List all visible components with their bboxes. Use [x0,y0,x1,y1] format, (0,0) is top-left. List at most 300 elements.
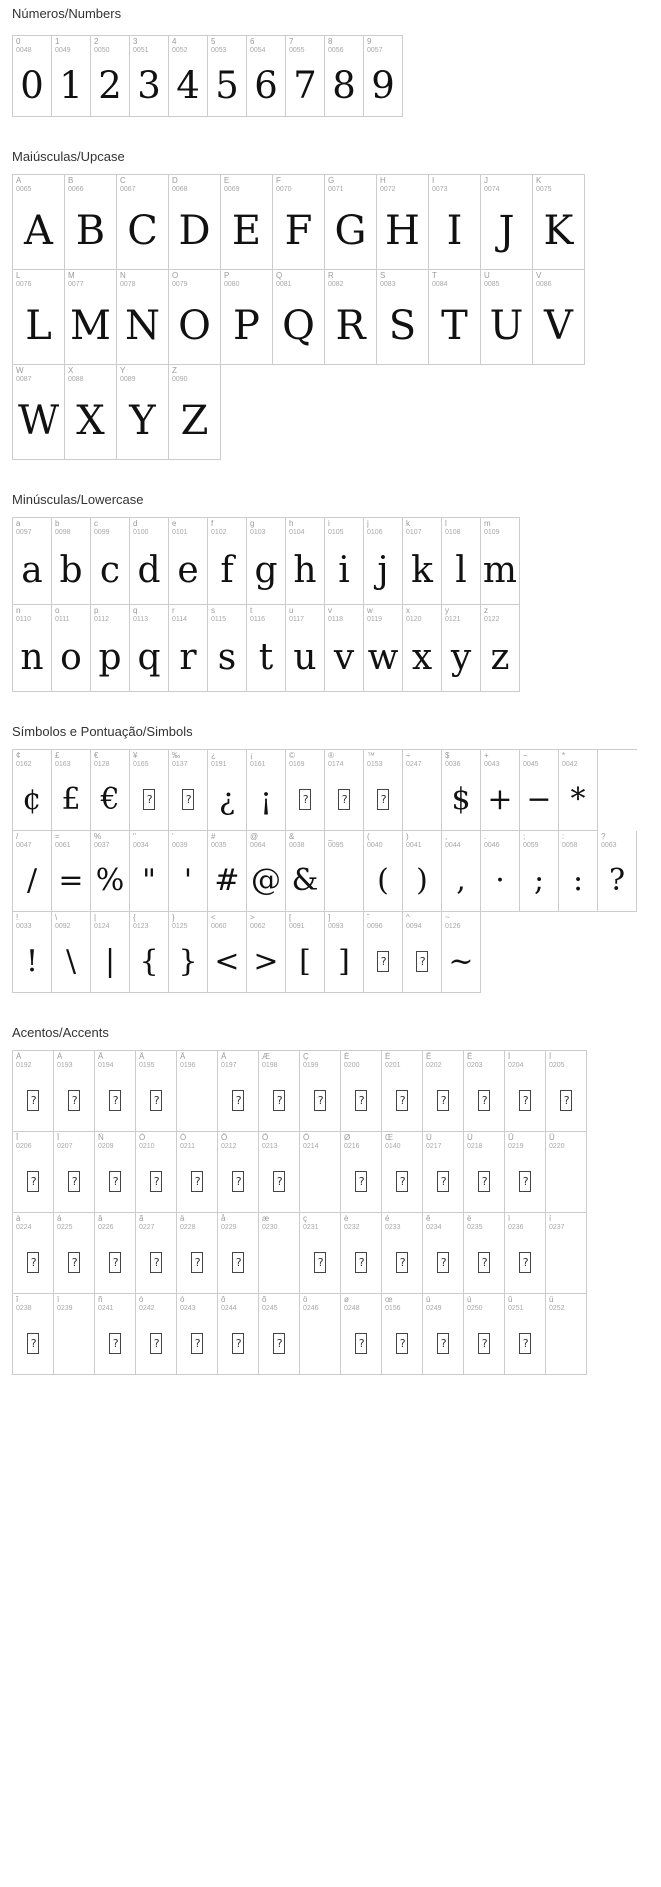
glyph-cell[interactable] [130,605,169,692]
glyph-cell[interactable] [259,1132,300,1213]
glyph-preview [169,768,207,830]
glyph-cell[interactable] [533,175,585,270]
glyph-cell[interactable] [442,912,481,993]
glyph-cell-header [520,750,558,768]
glyph-char-name: D [172,176,178,185]
glyph-cell[interactable] [403,831,442,912]
glyph-cell-header [177,1132,217,1150]
glyph-cell[interactable] [559,750,598,831]
glyph-cell[interactable] [177,1132,218,1213]
glyph-cell[interactable] [403,605,442,692]
glyph-cell[interactable] [52,831,91,912]
glyph-cell[interactable] [382,1294,423,1375]
glyph-cell[interactable] [13,1132,54,1213]
glyph-cell[interactable] [247,36,286,117]
glyph-cell[interactable] [54,1294,95,1375]
glyph-cell[interactable] [481,831,520,912]
glyph-cell[interactable] [208,605,247,692]
glyph-preview: m [482,549,518,591]
glyph-cell[interactable] [403,912,442,993]
glyph-cell[interactable] [136,1213,177,1294]
glyph-cell[interactable] [286,36,325,117]
glyph-cell[interactable] [286,912,325,993]
glyph-char-code: 0064 [250,842,266,849]
glyph-cell-header [117,175,168,193]
glyph-char-name: $ [445,751,450,760]
glyph-preview: ) [416,862,428,898]
glyph-char-code: 0081 [276,281,292,288]
glyph-cell[interactable] [505,1051,546,1132]
glyph-cell-header [273,175,324,193]
glyph-cell[interactable] [382,1132,423,1213]
glyph-cell[interactable] [91,518,130,605]
glyph-cell[interactable] [442,605,481,692]
glyph-cell[interactable] [442,518,481,605]
glyph-char-code: 0125 [172,923,188,930]
glyph-cell[interactable] [136,1051,177,1132]
glyph-char-code: 0247 [406,761,422,768]
glyph-char-name: ® [328,751,334,760]
glyph-cell[interactable] [259,1294,300,1375]
glyph-char-code: 0206 [16,1143,32,1150]
glyph-cell[interactable] [221,270,273,365]
glyph-cell[interactable] [464,1213,505,1294]
glyph-preview [341,1069,381,1131]
glyph-cell[interactable] [169,36,208,117]
glyph-cell[interactable] [286,750,325,831]
glyph-cell[interactable] [95,1051,136,1132]
glyph-cell[interactable] [218,1294,259,1375]
glyph-cell[interactable] [481,270,533,365]
glyph-cell[interactable] [130,518,169,605]
glyph-row [13,175,585,270]
glyph-cell[interactable] [382,1051,423,1132]
glyph-cell[interactable] [54,1051,95,1132]
glyph-char-name: ¢ [16,751,21,760]
glyph-preview: > [253,943,279,979]
glyph-char-code: 0041 [406,842,422,849]
glyph-cell[interactable] [221,175,273,270]
glyph-cell-header [481,831,519,849]
glyph-cell[interactable] [598,831,637,912]
glyph-cell[interactable] [169,750,208,831]
glyph-cell[interactable] [208,36,247,117]
glyph-char-code: 0056 [328,47,344,54]
glyph-char-code: 0111 [55,616,70,623]
glyph-cell-header [325,750,363,768]
glyph-cell[interactable] [364,750,403,831]
glyph-char-name: x [406,606,410,615]
glyph-cell[interactable] [208,912,247,993]
glyph-cell[interactable] [169,175,221,270]
glyph-cell[interactable] [208,750,247,831]
glyph-cell[interactable] [300,1132,341,1213]
glyph-cell[interactable] [95,1132,136,1213]
glyph-cell[interactable] [136,1294,177,1375]
glyph-cell[interactable] [286,518,325,605]
glyph-cell[interactable] [546,1051,587,1132]
glyph-cell[interactable] [259,1051,300,1132]
glyph-cell[interactable] [169,605,208,692]
glyph-cell[interactable] [325,518,364,605]
glyph-cell-header [13,175,64,193]
glyph-cell[interactable] [442,831,481,912]
glyph-cell[interactable] [117,270,169,365]
glyph-cell[interactable] [273,175,325,270]
glyph-cell-header [364,518,402,536]
glyph-cell[interactable] [91,750,130,831]
glyph-cell[interactable] [442,750,481,831]
glyph-cell[interactable] [218,1132,259,1213]
glyph-cell[interactable] [533,270,585,365]
glyph-preview: Z [180,398,209,444]
glyph-cell[interactable] [95,1294,136,1375]
notdef-box-icon [299,789,311,810]
glyph-cell[interactable] [325,175,377,270]
glyph-preview: h [293,549,317,591]
glyph-cell[interactable] [273,270,325,365]
glyph-cell[interactable] [286,605,325,692]
glyph-cell-header [273,270,324,288]
glyph-cell[interactable] [91,605,130,692]
glyph-cell[interactable] [13,1213,54,1294]
glyph-char-code: 0198 [262,1062,278,1069]
glyph-cell[interactable] [364,518,403,605]
glyph-cell[interactable] [91,831,130,912]
glyph-cell-header [364,36,402,54]
glyph-char-name: ˘ [367,913,370,922]
glyph-cell[interactable] [54,1132,95,1213]
glyph-char-name: S [380,271,386,280]
glyph-cell-header [300,1213,340,1231]
glyph-char-name: W [16,366,24,375]
glyph-char-code: 0073 [432,186,448,193]
glyph-cell-header [177,1294,217,1312]
glyph-cell[interactable] [559,831,598,912]
glyph-cell[interactable] [13,912,52,993]
glyph-cell[interactable] [177,1294,218,1375]
glyph-cell[interactable] [423,1132,464,1213]
glyph-cell[interactable] [247,605,286,692]
glyph-cell[interactable] [481,175,533,270]
glyph-char-name: o [55,606,60,615]
glyph-char-name: X [68,366,74,375]
glyph-preview [130,768,168,830]
glyph-char-code: 0071 [328,186,344,193]
glyph-char-code: 0102 [211,529,227,536]
glyph-cell[interactable] [247,750,286,831]
glyph-cell[interactable] [91,36,130,117]
glyph-cell-header [52,831,90,849]
glyph-cell[interactable] [169,270,221,365]
glyph-cell[interactable] [208,831,247,912]
glyph-preview [136,1231,176,1293]
notdef-box-icon [27,1333,39,1354]
glyph-char-name: / [16,832,19,841]
glyph-cell[interactable] [218,1051,259,1132]
glyph-cell[interactable] [52,36,91,117]
glyph-cell[interactable] [52,912,91,993]
glyph-cell-header [259,1294,299,1312]
glyph-char-code: 0098 [55,529,71,536]
glyph-cell[interactable] [169,912,208,993]
glyph-preview [259,1312,299,1374]
glyph-char-name: û [508,1295,513,1304]
glyph-cell[interactable] [325,605,364,692]
glyph-preview: l [455,549,467,591]
glyph-cell[interactable] [65,270,117,365]
glyph-cell[interactable] [382,1213,423,1294]
glyph-char-name: 0 [16,37,21,46]
glyph-cell-header [169,912,207,930]
glyph-char-name: a [16,519,21,528]
glyph-cell[interactable] [423,1294,464,1375]
glyph-cell[interactable] [403,750,442,831]
notdef-box-icon [27,1252,39,1273]
glyph-cell-header [247,605,285,623]
glyph-cell[interactable] [208,518,247,605]
glyph-cell[interactable] [364,831,403,912]
glyph-char-code: 0194 [98,1062,114,1069]
glyph-char-code: 0066 [68,186,84,193]
glyph-char-code: 0204 [508,1062,524,1069]
glyph-cell[interactable] [520,831,559,912]
glyph-cell-header [325,175,376,193]
glyph-preview [341,1150,381,1212]
glyph-cell[interactable] [481,750,520,831]
glyph-preview: · [495,862,505,898]
glyph-char-code: 0169 [289,761,305,768]
glyph-cell[interactable] [341,1294,382,1375]
glyph-cell-header [218,1051,258,1069]
glyph-cell[interactable] [546,1213,587,1294]
glyph-cell-header [382,1051,422,1069]
glyph-row [13,1213,587,1294]
glyph-cell[interactable] [177,1213,218,1294]
glyph-cell[interactable] [505,1132,546,1213]
glyph-cell-header [65,365,116,383]
glyph-preview [13,1150,53,1212]
glyph-preview [505,1150,545,1212]
glyph-char-name: Ú [467,1133,473,1142]
glyph-cell[interactable] [546,1132,587,1213]
glyph-cell[interactable] [325,750,364,831]
glyph-char-name: ë [467,1214,472,1223]
glyph-cell[interactable] [481,518,520,605]
glyph-cell[interactable] [13,365,65,460]
glyph-preview: t [258,636,274,678]
glyph-cell[interactable] [130,912,169,993]
glyph-cell[interactable] [54,1213,95,1294]
glyph-cell-header [325,36,363,54]
glyph-cell-header [247,831,285,849]
glyph-char-name: æ [262,1214,270,1223]
glyph-cell[interactable] [95,1213,136,1294]
glyph-cell-header [403,750,441,768]
glyph-char-code: 0112 [94,616,110,623]
glyph-cell[interactable] [520,750,559,831]
glyph-char-name: q [133,606,138,615]
glyph-cell[interactable] [505,1213,546,1294]
glyph-cell[interactable] [13,270,65,365]
glyph-cell[interactable] [546,1294,587,1375]
glyph-char-name: H [380,176,386,185]
glyph-preview: # [214,862,240,898]
glyph-cell[interactable] [429,175,481,270]
notdef-box-icon [232,1171,244,1192]
glyph-char-code: 0123 [133,923,149,930]
glyph-preview: W [17,398,60,444]
glyph-cell[interactable] [464,1051,505,1132]
glyph-cell[interactable] [403,518,442,605]
glyph-preview: , [456,862,466,898]
glyph-cell[interactable] [423,1213,464,1294]
glyph-cell[interactable] [300,1294,341,1375]
glyph-cell[interactable] [325,831,364,912]
glyph-cell-header [559,831,597,849]
glyph-preview: N [125,303,160,349]
glyph-char-code: 0093 [328,923,344,930]
glyph-cell[interactable] [52,518,91,605]
glyph-cell[interactable] [13,36,52,117]
glyph-cell-header [13,1051,53,1069]
glyph-char-name: 7 [289,37,294,46]
glyph-char-code: 0218 [467,1143,483,1150]
glyph-cell[interactable] [91,912,130,993]
glyph-cell[interactable] [364,912,403,993]
glyph-cell-header [208,912,246,930]
glyph-cell[interactable] [464,1132,505,1213]
glyph-cell[interactable] [65,175,117,270]
glyph-preview: ¿ [218,781,236,817]
glyph-cell-header [325,270,376,288]
glyph-cell[interactable] [464,1294,505,1375]
glyph-cell-header [325,518,363,536]
glyph-cell-header [598,831,636,849]
glyph-preview: % [95,862,125,898]
glyph-cell[interactable] [52,750,91,831]
glyph-cell[interactable] [341,1051,382,1132]
glyph-cell[interactable] [13,831,52,912]
glyph-cell-header [533,270,584,288]
glyph-char-code: 0114 [172,616,188,623]
glyph-char-name: Ï [57,1133,60,1142]
glyph-cell[interactable] [481,605,520,692]
notdef-box-icon [478,1171,490,1192]
glyph-char-name: ï [57,1295,60,1304]
glyph-char-code: 0037 [94,842,110,849]
glyph-cell[interactable] [325,36,364,117]
glyph-cell[interactable] [13,750,52,831]
glyph-cell[interactable] [177,1051,218,1132]
glyph-cell[interactable] [13,1051,54,1132]
glyph-grid [12,174,585,460]
notdef-box-icon [519,1333,531,1354]
glyph-cell[interactable] [364,605,403,692]
glyph-cell[interactable] [325,270,377,365]
glyph-cell[interactable] [259,1213,300,1294]
glyph-cell[interactable] [341,1132,382,1213]
glyph-cell[interactable] [13,518,52,605]
glyph-char-code: 0059 [523,842,539,849]
glyph-preview: b [59,549,83,591]
glyph-preview: r [179,636,197,678]
notdef-box-icon [68,1252,80,1273]
glyph-cell[interactable] [247,518,286,605]
glyph-cell-header [13,912,51,930]
glyph-cell[interactable] [325,912,364,993]
glyph-cell[interactable] [136,1132,177,1213]
glyph-cell[interactable] [364,36,403,117]
glyph-char-name: t [250,606,253,615]
glyph-char-code: 0048 [16,47,32,54]
notdef-box-icon [191,1252,203,1273]
glyph-char-name: k [406,519,410,528]
glyph-char-name: r [172,606,175,615]
glyph-cell-header [136,1294,176,1312]
glyph-char-name: E [224,176,230,185]
glyph-cell[interactable] [130,750,169,831]
glyph-char-code: 0060 [211,923,227,930]
glyph-cell[interactable] [247,912,286,993]
glyph-cell[interactable] [429,270,481,365]
glyph-char-code: 0219 [508,1143,524,1150]
glyph-cell[interactable] [13,1294,54,1375]
glyph-cell[interactable] [169,831,208,912]
glyph-char-name: T [432,271,437,280]
glyph-preview: H [385,208,420,254]
glyph-cell[interactable] [218,1213,259,1294]
glyph-preview: K [543,208,574,254]
glyph-cell[interactable] [300,1051,341,1132]
glyph-cell[interactable] [65,365,117,460]
glyph-cell[interactable] [13,605,52,692]
glyph-preview [259,1231,299,1293]
glyph-cell[interactable] [300,1213,341,1294]
notdef-box-icon [182,789,194,810]
glyph-preview [13,1231,53,1293]
glyph-cell[interactable] [423,1051,464,1132]
glyph-cell[interactable] [377,270,429,365]
glyph-cell-header [208,605,246,623]
glyph-char-code: 0079 [172,281,188,288]
glyph-cell[interactable] [13,175,65,270]
glyph-preview: @ [251,862,281,898]
glyph-cell[interactable] [169,365,221,460]
glyph-cell[interactable] [247,831,286,912]
glyph-section-lowercase [0,486,661,692]
glyph-preview: V [544,303,573,349]
glyph-cell[interactable] [52,605,91,692]
glyph-char-code: 0046 [484,842,500,849]
glyph-cell[interactable] [286,831,325,912]
glyph-char-name: v [328,606,332,615]
glyph-cell[interactable] [117,365,169,460]
glyph-cell[interactable] [505,1294,546,1375]
glyph-cell[interactable] [117,175,169,270]
glyph-cell[interactable] [130,831,169,912]
glyph-cell[interactable] [377,175,429,270]
glyph-cell[interactable] [341,1213,382,1294]
glyph-preview [286,768,324,830]
glyph-cell[interactable] [169,518,208,605]
glyph-cell[interactable] [130,36,169,117]
glyph-char-code: 0232 [344,1224,360,1231]
glyph-char-code: 0110 [16,616,32,623]
glyph-char-code: 0249 [426,1305,442,1312]
notdef-box-icon [109,1090,121,1111]
glyph-char-code: 0103 [250,529,266,536]
